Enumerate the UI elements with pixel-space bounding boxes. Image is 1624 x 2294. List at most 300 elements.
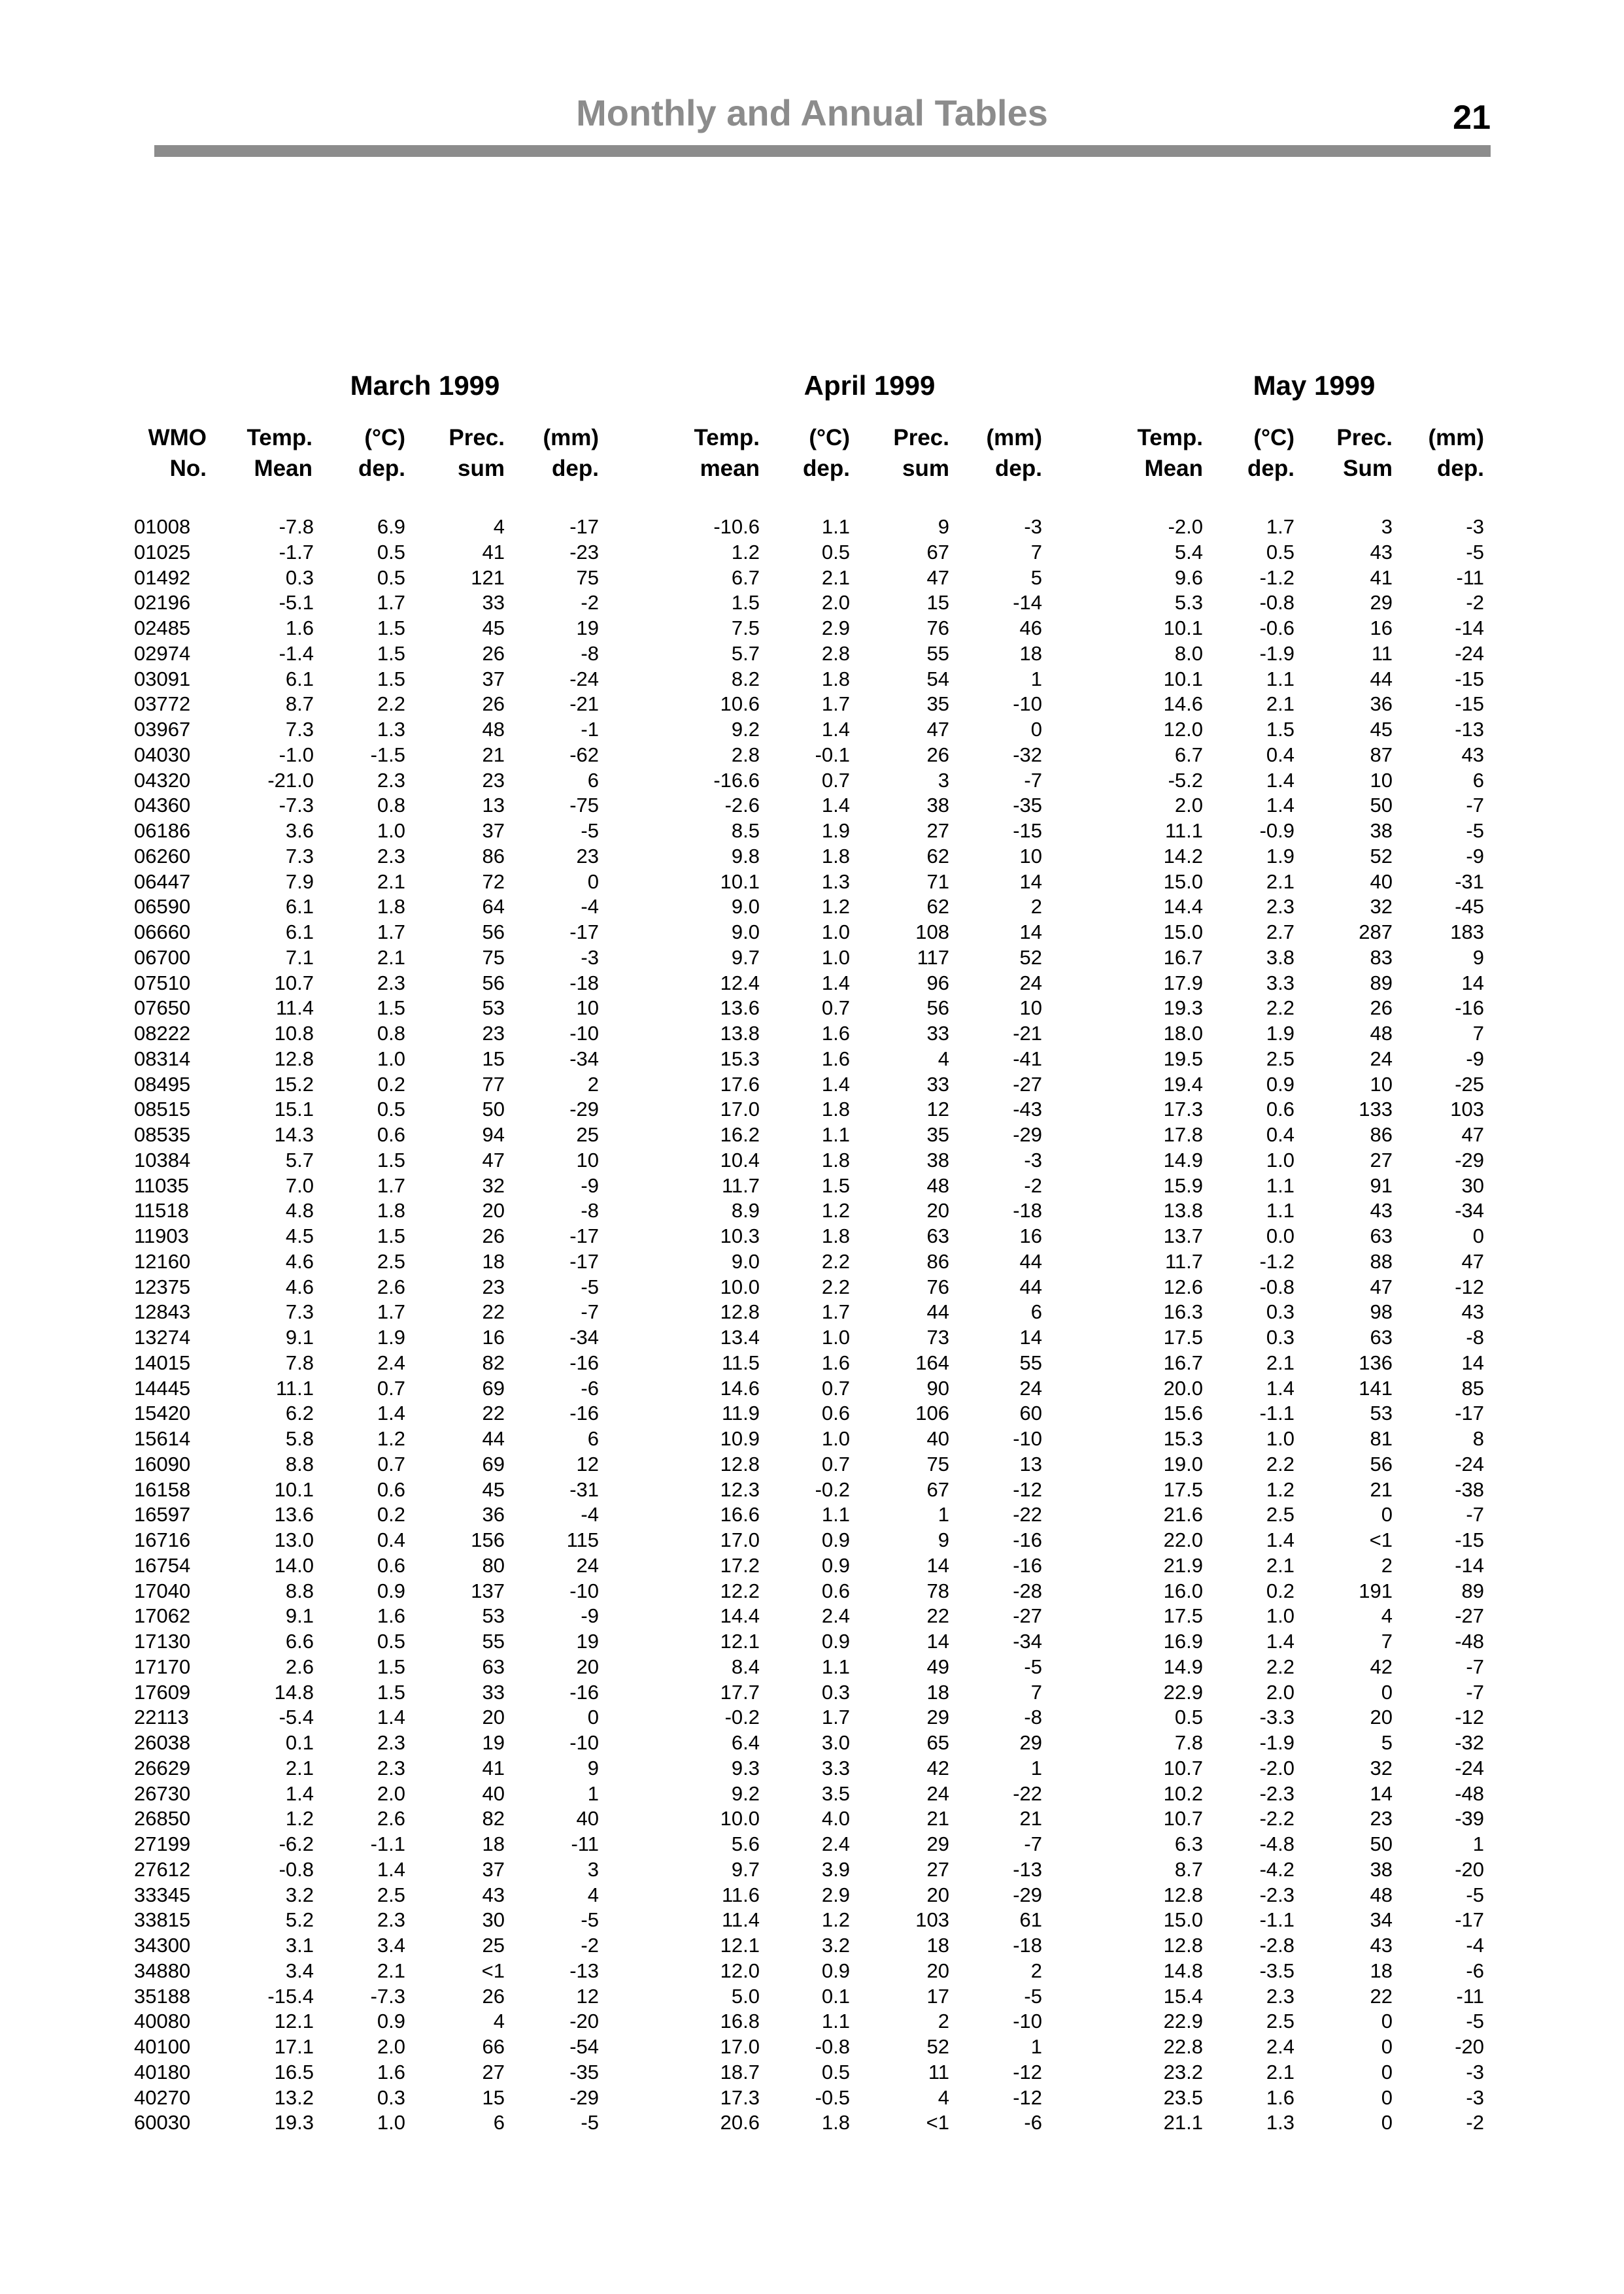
cell-march-temp-mean: 8.8 [285, 1452, 314, 1476]
cell-april-temp-mean: 16.6 [720, 1503, 760, 1527]
cell-march-prec-sum: 56 [482, 971, 505, 994]
cell-april-prec-sum: 40 [926, 1427, 949, 1450]
cell-april-temp-mean: 9.3 [731, 1756, 760, 1780]
table-row [0, 515, 1624, 541]
cell-april-temp-dep: 1.8 [821, 1148, 850, 1172]
cell-march-temp-mean: -6.2 [279, 1832, 314, 1855]
cell-april-temp-dep: 1.1 [821, 2010, 850, 2033]
cell-may-prec-dep: -34 [1455, 1199, 1484, 1223]
cell-march-temp-mean: 14.0 [274, 1553, 314, 1577]
cell-march-temp-mean: 6.1 [285, 667, 314, 690]
cell-may-temp-dep: -1.1 [1259, 1402, 1294, 1425]
cell-may-temp-mean: 16.3 [1163, 1300, 1203, 1324]
cell-may-prec-sum: 91 [1370, 1173, 1393, 1197]
cell-april-prec-sum: 42 [926, 1756, 949, 1780]
cell-march-prec-sum: 48 [482, 718, 505, 741]
cell-april-temp-mean: -0.2 [724, 1706, 760, 1729]
cell-march-temp-dep: 2.1 [377, 945, 405, 969]
cell-march-temp-mean: 1.4 [285, 1781, 314, 1805]
cell-april-temp-mean: 12.2 [720, 1579, 760, 1602]
cell-april-temp-dep: 1.8 [821, 1224, 850, 1247]
cell-march-temp-dep: 1.3 [377, 718, 405, 741]
cell-april-temp-dep: 2.8 [821, 641, 850, 665]
cell-may-prec-sum: 81 [1370, 1427, 1393, 1450]
cell-may-temp-dep: 2.4 [1266, 2035, 1294, 2058]
cell-april-temp-dep: 1.0 [821, 920, 850, 943]
cell-march-prec-sum: 44 [482, 1427, 505, 1450]
cell-march-temp-mean: 13.6 [274, 1503, 314, 1527]
cell-wmo: 35188 [134, 1984, 191, 2008]
cell-wmo: 06660 [134, 920, 191, 943]
cell-march-prec-dep: -9 [581, 1173, 599, 1197]
cell-april-prec-dep: -13 [1013, 1857, 1042, 1881]
cell-may-temp-mean: -2.0 [1168, 515, 1203, 538]
cell-april-prec-dep: 14 [1019, 1326, 1042, 1349]
cell-april-prec-sum: 33 [926, 1022, 949, 1045]
cell-march-temp-mean: 5.2 [285, 1908, 314, 1932]
cell-march-prec-dep: 23 [576, 844, 599, 868]
cell-april-prec-dep: -3 [1024, 515, 1042, 538]
cell-april-temp-dep: 1.1 [821, 1655, 850, 1678]
cell-april-prec-sum: 67 [926, 1477, 949, 1501]
table-row [0, 1402, 1624, 1427]
cell-may-temp-mean: 8.7 [1174, 1857, 1203, 1881]
cell-april-temp-mean: 12.0 [720, 1959, 760, 1982]
cell-may-temp-mean: 0.5 [1174, 1706, 1203, 1729]
cell-march-temp-dep: 1.2 [377, 1427, 405, 1450]
cell-april-temp-dep: -0.8 [815, 2035, 850, 2058]
cell-may-prec-sum: 26 [1370, 996, 1393, 1020]
table-row [0, 1757, 1624, 1782]
cell-april-temp-dep: 0.1 [821, 1984, 850, 2008]
cell-april-prec-sum: 3 [938, 768, 949, 792]
cell-april-temp-dep: 1.7 [821, 692, 850, 716]
cell-march-prec-dep: -2 [581, 1934, 599, 1957]
cell-march-prec-dep: -24 [569, 667, 599, 690]
cell-march-prec-sum: 18 [482, 1249, 505, 1273]
cell-april-prec-sum: 62 [926, 895, 949, 919]
cell-march-prec-dep: -8 [581, 641, 599, 665]
cell-march-temp-mean: 11.1 [275, 1376, 314, 1400]
cell-april-temp-mean: 12.8 [720, 1452, 760, 1476]
cell-march-temp-mean: 1.2 [285, 1807, 314, 1830]
cell-april-prec-sum: 49 [926, 1655, 949, 1678]
cell-april-prec-dep: -7 [1024, 768, 1042, 792]
cell-april-prec-dep: -27 [1013, 1072, 1042, 1096]
table-row [0, 920, 1624, 946]
cell-april-temp-dep: 2.9 [821, 616, 850, 639]
cell-april-prec-sum: 71 [926, 869, 949, 893]
cell-march-temp-dep: 3.4 [377, 1934, 405, 1957]
cell-may-prec-dep: -32 [1455, 1731, 1484, 1754]
cell-may-temp-dep: 1.1 [1266, 1173, 1294, 1197]
cell-may-prec-sum: 0 [1381, 1680, 1393, 1704]
cell-may-prec-dep: -45 [1455, 895, 1484, 919]
cell-march-temp-dep: 1.5 [377, 641, 405, 665]
cell-march-temp-dep: 1.0 [377, 1047, 405, 1070]
cell-april-prec-sum: 15 [926, 591, 949, 615]
cell-may-temp-dep: -2.3 [1259, 1781, 1294, 1805]
cell-april-prec-dep: 10 [1019, 996, 1042, 1020]
cell-may-prec-dep: -20 [1455, 2035, 1484, 2058]
cell-may-prec-dep: -31 [1455, 869, 1484, 893]
cell-april-temp-mean: 9.0 [731, 1249, 760, 1273]
cell-may-prec-dep: -15 [1455, 667, 1484, 690]
cell-march-prec-sum: 23 [482, 768, 505, 792]
cell-march-prec-sum: 69 [482, 1452, 505, 1476]
cell-april-temp-mean: -2.6 [724, 794, 760, 817]
cell-may-temp-dep: 2.1 [1266, 1553, 1294, 1577]
cell-march-prec-sum: 64 [482, 895, 505, 919]
cell-march-temp-mean: 17.1 [274, 2035, 314, 2058]
cell-may-prec-sum: 27 [1370, 1148, 1393, 1172]
cell-april-prec-sum: 117 [917, 945, 949, 969]
cell-april-prec-dep: -14 [1013, 591, 1042, 615]
cell-april-temp-dep: 1.3 [821, 869, 850, 893]
cell-april-prec-dep: -21 [1013, 1022, 1042, 1045]
cell-march-temp-dep: 0.7 [377, 1376, 405, 1400]
cell-march-temp-mean: 7.9 [285, 869, 314, 893]
cell-march-prec-sum: 16 [482, 1326, 505, 1349]
cell-march-prec-dep: 4 [587, 1883, 599, 1906]
cell-march-temp-mean: 12.8 [274, 1047, 314, 1070]
cell-april-prec-dep: -5 [1024, 1655, 1042, 1678]
cell-april-prec-sum: 20 [926, 1883, 949, 1906]
cell-march-temp-dep: 0.9 [377, 1579, 405, 1602]
cell-march-prec-sum: 22 [482, 1402, 505, 1425]
cell-april-temp-dep: 0.5 [821, 2060, 850, 2083]
cell-wmo: 17170 [134, 1655, 191, 1678]
cell-march-temp-dep: 0.9 [377, 2010, 405, 2033]
cell-may-prec-dep: 43 [1461, 743, 1484, 766]
cell-may-prec-sum: 45 [1370, 718, 1393, 741]
cell-april-temp-dep: 0.9 [821, 1630, 850, 1653]
cell-may-prec-dep: -14 [1455, 616, 1484, 639]
cell-march-prec-sum: 45 [482, 616, 505, 639]
cell-may-prec-dep: -7 [1466, 1680, 1484, 1704]
cell-may-prec-sum: 40 [1370, 869, 1393, 893]
cell-april-temp-dep: 1.5 [821, 1173, 850, 1197]
cell-april-temp-mean: 17.0 [720, 1528, 760, 1551]
cell-may-prec-dep: 47 [1461, 1123, 1484, 1146]
cell-march-prec-sum: 72 [482, 869, 505, 893]
cell-may-temp-mean: 14.2 [1163, 844, 1203, 868]
cell-march-temp-mean: 8.8 [285, 1579, 314, 1602]
cell-may-prec-dep: -3 [1466, 2060, 1484, 2083]
cell-march-prec-sum: 37 [482, 1857, 505, 1881]
cell-april-prec-dep: -18 [1013, 1199, 1042, 1223]
cell-april-prec-sum: 29 [926, 1706, 949, 1729]
cell-march-prec-dep: -16 [569, 1402, 599, 1425]
cell-wmo: 01025 [134, 540, 191, 564]
cell-march-prec-dep: 75 [576, 565, 599, 589]
cell-april-temp-dep: 3.5 [821, 1781, 850, 1805]
cell-may-temp-mean: 10.1 [1163, 667, 1203, 690]
cell-april-temp-dep: 1.2 [821, 1199, 850, 1223]
cell-april-temp-mean: 18.7 [720, 2060, 760, 2083]
cell-may-prec-dep: -5 [1466, 819, 1484, 842]
cell-may-temp-dep: 0.4 [1266, 743, 1294, 766]
table-row [0, 1073, 1624, 1098]
cell-april-temp-dep: 1.2 [821, 1908, 850, 1932]
cell-april-temp-mean: 10.9 [720, 1427, 760, 1450]
cell-may-prec-sum: 136 [1359, 1351, 1393, 1374]
cell-march-prec-dep: -34 [569, 1047, 599, 1070]
cell-april-temp-dep: 1.8 [821, 844, 850, 868]
cell-april-temp-mean: 20.6 [720, 2111, 760, 2134]
cell-may-prec-sum: 16 [1370, 616, 1393, 639]
cell-march-temp-mean: -5.4 [279, 1706, 314, 1729]
cell-may-prec-sum: 141 [1359, 1376, 1393, 1400]
cell-april-temp-dep: 0.3 [821, 1680, 850, 1704]
cell-may-prec-dep: -8 [1466, 1326, 1484, 1349]
cell-may-prec-dep: -3 [1466, 2085, 1484, 2109]
cell-march-temp-mean: -7.8 [279, 515, 314, 538]
cell-march-temp-dep: 2.0 [377, 2035, 405, 2058]
cell-may-prec-sum: 36 [1370, 692, 1393, 716]
cell-wmo: 06186 [134, 819, 191, 842]
cell-may-prec-sum: 0 [1381, 2035, 1393, 2058]
cell-may-prec-sum: 0 [1381, 2010, 1393, 2033]
cell-may-temp-dep: -1.9 [1259, 641, 1294, 665]
cell-april-temp-mean: 10.4 [720, 1148, 760, 1172]
cell-april-temp-mean: 9.7 [731, 945, 760, 969]
cell-april-prec-dep: -5 [1024, 1984, 1042, 2008]
cell-may-temp-mean: 15.4 [1163, 1984, 1203, 2008]
table-row [0, 2061, 1624, 2086]
cell-wmo: 17609 [134, 1680, 191, 1704]
cell-march-temp-dep: 2.3 [377, 768, 405, 792]
cell-march-prec-sum: 121 [471, 565, 505, 589]
cell-wmo: 11903 [134, 1224, 189, 1247]
cell-may-prec-dep: -48 [1455, 1781, 1484, 1805]
cell-april-prec-dep: 60 [1019, 1402, 1042, 1425]
cell-wmo: 07650 [134, 996, 191, 1020]
cell-may-prec-sum: 34 [1370, 1908, 1393, 1932]
col-head-march-temp: Temp. [246, 425, 313, 450]
col-head-april-temp-dep: dep. [803, 456, 850, 481]
cell-wmo: 33345 [134, 1883, 191, 1906]
table-row [0, 819, 1624, 845]
cell-march-temp-mean: 3.2 [285, 1883, 314, 1906]
cell-march-temp-mean: -0.8 [279, 1857, 314, 1881]
cell-april-temp-dep: 1.1 [821, 1123, 850, 1146]
cell-may-temp-mean: 21.9 [1163, 1553, 1203, 1577]
table-row [0, 1681, 1624, 1706]
cell-march-temp-dep: 0.5 [377, 1098, 405, 1121]
cell-april-prec-dep: 1 [1030, 2035, 1042, 2058]
cell-may-prec-dep: -5 [1466, 2010, 1484, 2033]
cell-march-temp-dep: 6.9 [377, 515, 405, 538]
col-head-april-prec-sum: sum [902, 456, 949, 481]
cell-april-temp-mean: 17.3 [720, 2085, 760, 2109]
cell-april-prec-sum: 62 [926, 844, 949, 868]
cell-march-prec-dep: -10 [569, 1731, 599, 1754]
cell-may-temp-mean: 18.0 [1163, 1022, 1203, 1045]
cell-wmo: 16716 [134, 1528, 191, 1551]
cell-may-temp-dep: 0.3 [1266, 1300, 1294, 1324]
cell-may-temp-mean: 11.1 [1164, 819, 1203, 842]
table-row [0, 2086, 1624, 2112]
cell-april-temp-dep: -0.5 [815, 2085, 850, 2109]
cell-march-temp-dep: 2.3 [377, 844, 405, 868]
cell-march-temp-dep: 2.3 [377, 1756, 405, 1780]
cell-may-prec-sum: 88 [1370, 1249, 1393, 1273]
cell-may-prec-sum: 86 [1370, 1123, 1393, 1146]
cell-april-temp-dep: -0.1 [815, 743, 850, 766]
cell-may-prec-dep: -13 [1455, 718, 1484, 741]
cell-march-temp-mean: 1.6 [285, 616, 314, 639]
col-head-april-temp: Temp. [694, 425, 760, 450]
cell-april-prec-sum: 48 [926, 1173, 949, 1197]
cell-march-prec-sum: 45 [482, 1477, 505, 1501]
cell-april-temp-dep: 2.9 [821, 1883, 850, 1906]
table-row [0, 1528, 1624, 1554]
cell-march-prec-sum: 4 [493, 515, 505, 538]
cell-april-prec-dep: -16 [1013, 1553, 1042, 1577]
cell-april-prec-dep: -28 [1013, 1579, 1042, 1602]
cell-wmo: 26629 [134, 1756, 191, 1780]
cell-may-temp-mean: 6.7 [1174, 743, 1203, 766]
cell-may-prec-sum: 50 [1370, 794, 1393, 817]
cell-may-prec-dep: -25 [1455, 1072, 1484, 1096]
table-row [0, 1706, 1624, 1731]
cell-may-prec-sum: 3 [1381, 515, 1393, 538]
cell-may-prec-dep: 89 [1461, 1579, 1484, 1602]
cell-wmo: 01008 [134, 515, 191, 538]
cell-may-prec-dep: 47 [1461, 1249, 1484, 1273]
col-head-april-prec: Prec. [893, 425, 949, 450]
cell-march-prec-sum: 23 [482, 1022, 505, 1045]
cell-april-temp-dep: 3.3 [821, 1756, 850, 1780]
cell-april-temp-mean: 9.8 [731, 844, 760, 868]
cell-april-temp-mean: 5.6 [731, 1832, 760, 1855]
col-head-march-temp-unit: (°C) [364, 425, 405, 450]
cell-april-prec-dep: 52 [1019, 945, 1042, 969]
cell-march-prec-dep: -8 [581, 1199, 599, 1223]
col-head-may-temp-unit: (°C) [1253, 425, 1294, 450]
cell-wmo: 03772 [134, 692, 191, 716]
cell-april-temp-dep: 1.0 [821, 1427, 850, 1450]
cell-may-prec-dep: -38 [1455, 1477, 1484, 1501]
cell-april-prec-sum: 56 [926, 996, 949, 1020]
cell-wmo: 34880 [134, 1959, 191, 1982]
cell-wmo: 40270 [134, 2085, 191, 2109]
table-row [0, 1959, 1624, 1985]
cell-april-temp-mean: 15.3 [720, 1047, 760, 1070]
cell-may-prec-dep: -11 [1456, 1984, 1484, 2008]
cell-march-temp-dep: 1.5 [377, 996, 405, 1020]
cell-april-prec-sum: 26 [926, 743, 949, 766]
cell-march-prec-sum: 50 [482, 1098, 505, 1121]
cell-april-prec-sum: 20 [926, 1959, 949, 1982]
cell-march-prec-sum: 36 [482, 1503, 505, 1527]
cell-may-prec-dep: 1 [1472, 1832, 1484, 1855]
cell-april-prec-sum: 2 [938, 2010, 949, 2033]
cell-march-prec-sum: 22 [482, 1300, 505, 1324]
cell-march-temp-dep: -1.1 [370, 1832, 405, 1855]
cell-may-temp-mean: 17.5 [1163, 1604, 1203, 1628]
cell-march-temp-mean: 9.1 [285, 1326, 314, 1349]
cell-may-prec-sum: 87 [1370, 743, 1393, 766]
table-row [0, 1224, 1624, 1250]
cell-march-temp-mean: 8.7 [285, 692, 314, 716]
cell-may-temp-dep: 1.5 [1266, 718, 1294, 741]
cell-march-temp-mean: 3.6 [285, 819, 314, 842]
cell-may-prec-dep: -5 [1466, 1883, 1484, 1906]
cell-may-temp-dep: 2.7 [1266, 920, 1294, 943]
table-row [0, 895, 1624, 920]
cell-march-temp-dep: 2.6 [377, 1807, 405, 1830]
cell-may-prec-dep: -24 [1455, 641, 1484, 665]
cell-wmo: 27199 [134, 1832, 191, 1855]
cell-march-temp-dep: 2.5 [377, 1249, 405, 1273]
cell-may-temp-dep: 3.3 [1266, 971, 1294, 994]
cell-april-temp-mean: 10.0 [720, 1807, 760, 1830]
cell-march-temp-mean: 10.1 [274, 1477, 314, 1501]
cell-may-temp-mean: 13.8 [1163, 1199, 1203, 1223]
cell-march-prec-sum: 137 [471, 1579, 505, 1602]
cell-march-temp-dep: 0.8 [377, 794, 405, 817]
cell-march-prec-dep: -5 [581, 1908, 599, 1932]
cell-march-temp-dep: 1.4 [377, 1857, 405, 1881]
table-row [0, 1300, 1624, 1326]
cell-wmo: 40100 [134, 2035, 191, 2058]
cell-april-prec-sum: 4 [938, 2085, 949, 2109]
cell-march-prec-dep: -16 [569, 1351, 599, 1374]
cell-april-temp-dep: 2.4 [821, 1832, 850, 1855]
cell-april-temp-mean: 9.0 [731, 895, 760, 919]
cell-march-prec-dep: 10 [576, 996, 599, 1020]
cell-april-prec-sum: 164 [915, 1351, 949, 1374]
cell-march-prec-dep: -5 [581, 819, 599, 842]
cell-march-temp-dep: 0.2 [377, 1072, 405, 1096]
cell-march-temp-mean: 13.0 [274, 1528, 314, 1551]
cell-april-temp-dep: 1.4 [821, 1072, 850, 1096]
cell-may-temp-dep: 1.3 [1266, 2111, 1294, 2134]
cell-may-temp-dep: 1.9 [1266, 1022, 1294, 1045]
table-row [0, 1174, 1624, 1200]
cell-march-prec-sum: 21 [482, 743, 505, 766]
table-row [0, 1377, 1624, 1402]
cell-may-temp-mean: 19.5 [1163, 1047, 1203, 1070]
table-row [0, 1123, 1624, 1149]
cell-wmo: 03091 [134, 667, 191, 690]
cell-april-temp-dep: 0.7 [821, 996, 850, 1020]
cell-may-temp-dep: -2.2 [1259, 1807, 1294, 1830]
cell-may-temp-dep: 1.4 [1266, 1528, 1294, 1551]
cell-may-temp-mean: 13.7 [1163, 1224, 1203, 1247]
cell-march-prec-dep: -16 [569, 1680, 599, 1704]
cell-april-temp-dep: 1.4 [821, 794, 850, 817]
cell-april-prec-sum: 38 [926, 794, 949, 817]
cell-wmo: 07510 [134, 971, 191, 994]
cell-march-prec-dep: -29 [569, 2085, 599, 2109]
cell-may-prec-sum: 10 [1370, 768, 1393, 792]
cell-may-temp-mean: 17.3 [1163, 1098, 1203, 1121]
cell-april-prec-dep: 29 [1019, 1731, 1042, 1754]
cell-may-prec-dep: -24 [1455, 1452, 1484, 1476]
table-row [0, 743, 1624, 769]
cell-april-prec-sum: 55 [926, 641, 949, 665]
cell-april-prec-dep: -18 [1013, 1934, 1042, 1957]
cell-april-prec-sum: 67 [926, 540, 949, 564]
cell-march-temp-dep: 0.3 [377, 2085, 405, 2109]
cell-march-temp-dep: 1.4 [377, 1706, 405, 1729]
cell-may-prec-dep: 85 [1461, 1376, 1484, 1400]
cell-may-prec-sum: 191 [1359, 1579, 1393, 1602]
cell-march-temp-mean: -1.0 [279, 743, 314, 766]
